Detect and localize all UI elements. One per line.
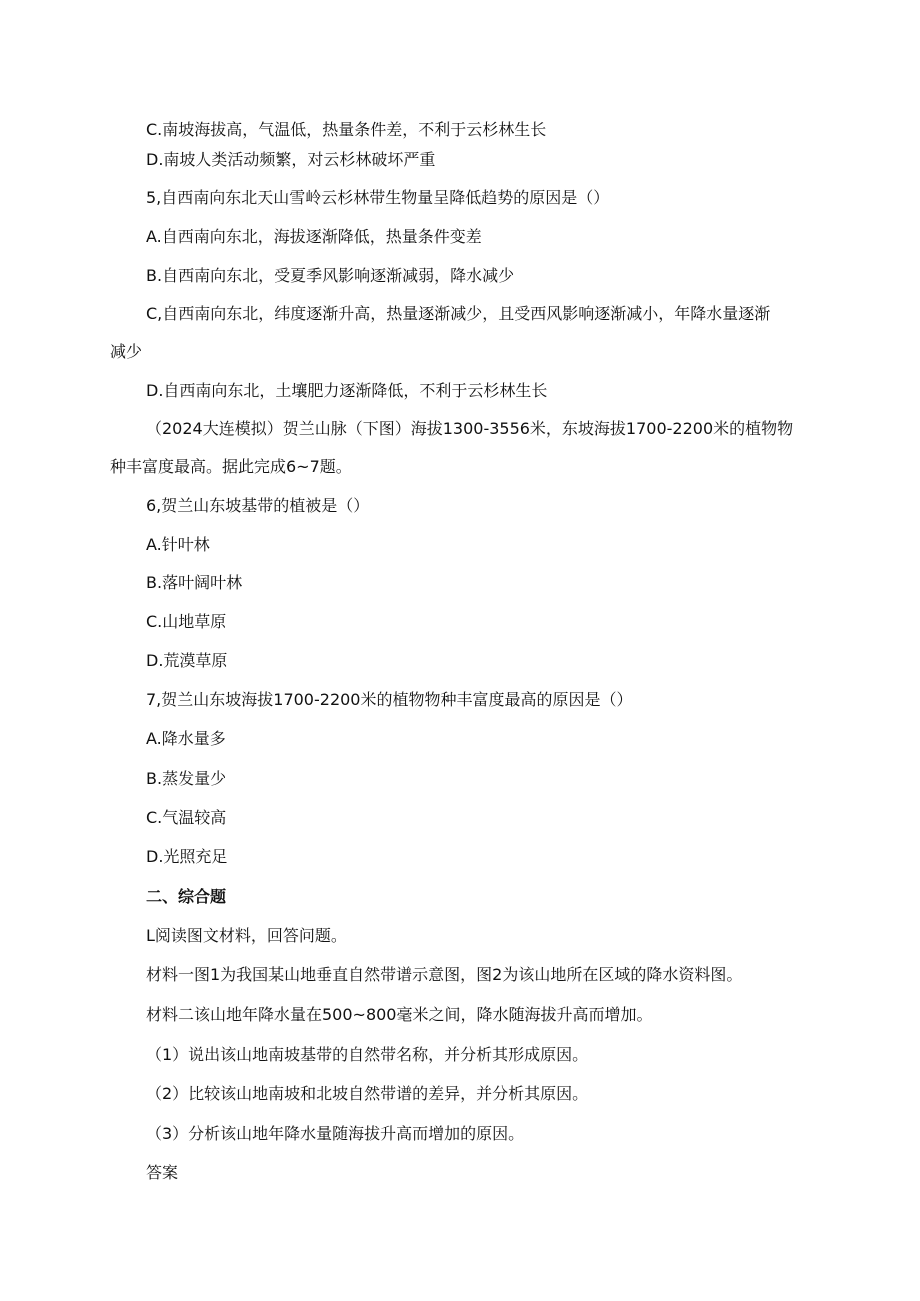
answer-label: 答案 [146,1163,179,1182]
q6-option-b: B.落叶阔叶林 [146,573,243,592]
q6-option-d: D.荒漠草原 [146,651,228,670]
section2-heading: 二、综合题 [146,887,227,906]
q5-option-d: D.自西南向东北，土壤肥力逐渐降低，不利于云杉林生长 [146,381,548,400]
q6-stem: 6,贺兰山东坡基带的植被是（） [146,496,370,515]
q7-option-d: D.光照充足 [146,847,228,866]
q5-option-b: B.自西南向东北，受夏季风影响逐渐减弱，降水减少 [146,266,515,285]
section2-item-intro: L阅读图文材料，回答问题。 [146,926,347,945]
intro-6-7-line1: （2024大连模拟）贺兰山脉（下图）海拔1300-3556米，东坡海拔1700-2200米的植物物 [146,419,794,438]
q5-option-c-line1: C,自西南向东北，纬度逐渐升高，热量逐渐减少，且受西风影响逐渐减小，年降水量逐渐 [146,304,771,323]
q4-option-d: D.南坡人类活动频繁，对云杉林破坏严重 [146,150,436,169]
q7-option-b: B.蒸发量少 [146,769,227,788]
q5-option-c-line2: 减少 [110,342,143,361]
q6-option-a: A.针叶林 [146,535,210,554]
section2-sub3: （3）分析该山地年降水量随海拔升高而增加的原因。 [146,1124,525,1143]
q7-option-a: A.降水量多 [146,729,226,748]
q5-option-a: A.自西南向东北，海拔逐渐降低，热量条件变差 [146,227,482,246]
q7-stem: 7,贺兰山东坡海拔1700-2200米的植物物种丰富度最高的原因是（） [146,690,633,709]
q5-stem: 5,自西南向东北天山雪岭云杉林带生物量呈降低趋势的原因是（） [146,188,610,207]
q7-option-c: C.气温较高 [146,808,227,827]
section2-material2: 材料二该山地年降水量在500~800毫米之间，降水随海拔升高而增加。 [146,1005,653,1024]
intro-6-7-line2: 种丰富度最高。据此完成6~7题。 [110,457,352,476]
q4-option-c: C.南坡海拔高，气温低，热量条件差，不利于云杉林生长 [146,120,547,139]
q6-option-c: C.山地草原 [146,612,227,631]
section2-sub1: （1）说出该山地南坡基带的自然带名称，并分析其形成原因。 [146,1045,589,1064]
section2-sub2: （2）比较该山地南坡和北坡自然带谱的差异，并分析其原因。 [146,1084,589,1103]
section2-material1: 材料一图1为我国某山地垂直自然带谱示意图，图2为该山地所在区域的降水资料图。 [146,965,743,984]
